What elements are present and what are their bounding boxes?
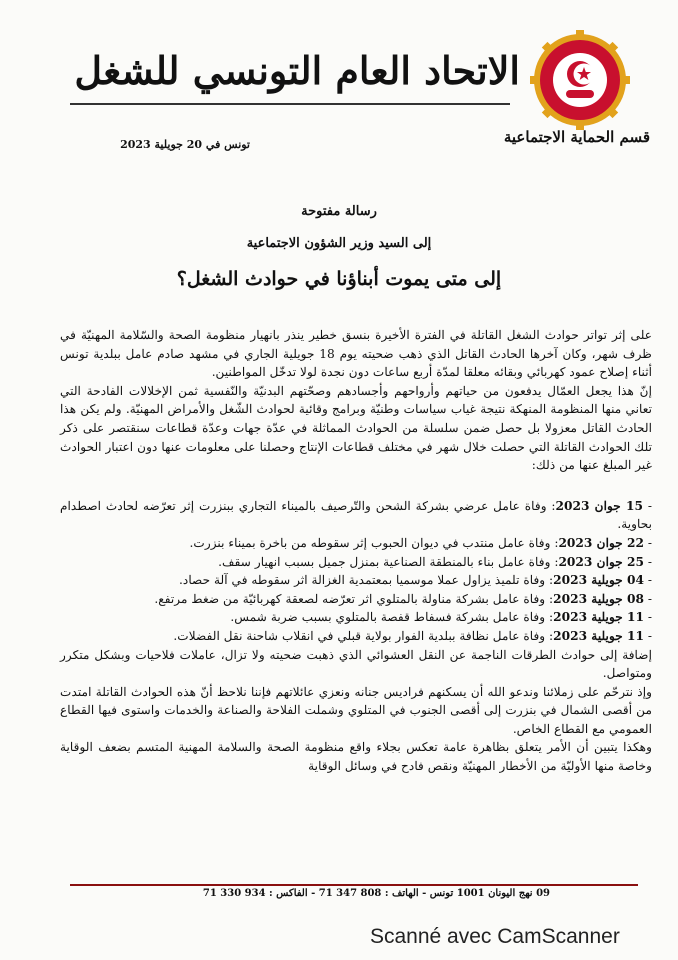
incident-date: 15 جوان 2023 (555, 498, 644, 513)
clasped-hands-icon (566, 90, 594, 98)
paragraph-intro: على إثر تواتر حوادث الشغل القاتلة في الفترة الأخيرة بنسق خطير ينذر بانهيار منظومة الصحة والسّلامة المهنيّة في ظرف شهر، وكان آخرها الحادث القاتل الذي ذهب ضحيته يوم 18 جويلية الجاري في مشهد صادم عامل ببلدية تونس أثناء إصلاح عمود كهربائي وبقائه معلقا لمدّة أربع ساعات دون نجدة لولا تدخّل المواطنين. (60, 328, 652, 380)
letter-type: رسالة مفتوحة (301, 204, 377, 219)
letter-date: تونس في 20 جويلية 2023 (120, 138, 250, 151)
incident-text: : وفاة عامل بشركة فسفاط قفصة بالمتلوي بسبب ضربة شمس. (230, 610, 554, 625)
title-underline (70, 103, 510, 105)
footer-address: 09 نهج اليونان 1001 تونس - الهاتف : 808 347 71 - الفاكس : 934 330 71 (202, 888, 550, 899)
paragraph-condolences: وإذ نترحّم على زملائنا وندعو الله أن يسكنهم فراديس جنانه ونعزي عائلاتهم فإننا نلاحظ أنّ هذه الحوادث القاتلة امتدت من أقصى الشمال في بنزرت إلى أقصى الجنوب في المتلوي وشملت الفلاحة والصناعة والخدمات واستوى فيها القطاع العمومي مع القطاع الخاص. (60, 684, 652, 736)
incident-item: - 11 جويلية 2023: وفاة عامل بشركة فسفاط قفصة بالمتلوي بسبب ضربة شمس. (230, 610, 652, 625)
incident-date: 11 جويلية 2023 (553, 610, 644, 625)
footer-divider (70, 884, 638, 886)
incident-text: : وفاة عامل بناء بالمنطقة الصناعية بمنزل جميل بسبب انهيار سقف. (218, 554, 559, 569)
incident-date: 08 جويلية 2023 (553, 591, 644, 606)
incident-item: - 04 جويلية 2023: وفاة تلميذ يزاول عملا موسميا بمعتمدية الغزالة اثر سقوطه في آلة حصاد. (179, 573, 652, 588)
letter-body (60, 326, 652, 776)
incident-date: 25 جوان 2023 (558, 554, 644, 569)
incident-list (60, 497, 652, 646)
incident-date: 11 جويلية 2023 (553, 628, 644, 643)
incident-text: : وفاة تلميذ يزاول عملا موسميا بمعتمدية الغزالة اثر سقوطه في آلة حصاد. (179, 573, 554, 588)
paragraph-context: إنّ هذا يجعل العمّال يدفعون من حياتهم وأرواحهم وأجسادهم وصحّتهم البدنيّة والنّفسية ثمن الإخلالات الفادحة التي تعاني منها المنظومة المنهكة نتيجة غياب سياسات وطنيّة وبرامج وقائية لحوادث الشّغل والأمراض المهنيّة. ولم يكن هذا الحادث القاتل معزولا بل حصل ضمن سلسلة من الحوادث المماثلة في عدّة جهات وعدّة قطاعات سنقتصر على ذكر تلك الحوادث القاتلة التي حصلت خلال شهر في مختلف قطاعات الإنتاج وحصلنا على معلومات عنها دون اعتبار الحوادث غير المبلغ عنها من ذلك: (60, 383, 652, 473)
incident-item: - 25 جوان 2023: وفاة عامل بناء بالمنطقة الصناعية بمنزل جميل بسبب انهيار سقف. (218, 554, 652, 569)
department-name: قسم الحماية الاجتماعية (503, 128, 650, 146)
incident-date: 04 جويلية 2023 (553, 573, 644, 588)
incident-item: - 22 جوان 2023: وفاة عامل منتدب في ديوان الحبوب إثر سقوطه من باخرة بميناء بنزرت. (189, 535, 652, 550)
incident-item: - 08 جويلية 2023: وفاة عامل بشركة مناولة بالمتلوي اثر تعرّضه لصعقة كهربائيّة من ضغط مرتفع. (154, 591, 652, 606)
ugtt-logo (530, 30, 630, 130)
incident-item: - 11 جويلية 2023: وفاة عامل نظافة ببلدية الفوار بولاية قبلي في انقلاب شاحنة نقل الفضلات. (173, 628, 652, 643)
incident-text: : وفاة عامل نظافة ببلدية الفوار بولاية قبلي في انقلاب شاحنة نقل الفضلات. (173, 628, 554, 643)
incident-text: : وفاة عامل منتدب في ديوان الحبوب إثر سقوطه من باخرة بميناء بنزرت. (189, 535, 559, 550)
incident-text: : وفاة عامل بشركة مناولة بالمتلوي اثر تعرّضه لصعقة كهربائيّة من ضغط مرتفع. (154, 591, 554, 606)
incident-date: 22 جوان 2023 (558, 535, 644, 550)
paragraph-conclusion: وهكذا يتبين أن الأمر يتعلق بظاهرة عامة تعكس بجلاء واقع منظومة الصحة والسلامة المهنية المتسم بضعف الوقاية وخاصة منها الأوليّة من الأخطار المهنيّة ونقص فادح في وسائل الوقاية (60, 740, 652, 774)
letter-headline: إلى متى يموت أبناؤنا في حوادث الشغل؟ (176, 268, 502, 290)
recipient-line: إلى السيد وزير الشؤون الاجتماعية (246, 236, 432, 251)
paragraph-road-accidents: إضافة إلى حوادث الطرقات الناجمة عن النقل العشوائي الذي ذهبت ضحيته ولا تزال، عاملات فلاحيات وبشكل متكرر ومتواصل. (60, 647, 652, 681)
incident-item: - 15 جوان 2023: وفاة عامل عرضي بشركة الشحن والتّرصيف بالميناء التجاري ببنزرت إثر تعرّضه لحادث اصطدام بحاوية. (60, 498, 652, 532)
organization-title: الاتحاد العام التونسي للشغل (74, 48, 520, 93)
scanner-watermark: Scanné avec CamScanner (370, 925, 620, 948)
incident-text: : وفاة عامل عرضي بشركة الشحن والتّرصيف بالميناء التجاري ببنزرت إثر تعرّضه لحادث اصطدام بحاوية. (60, 498, 652, 532)
